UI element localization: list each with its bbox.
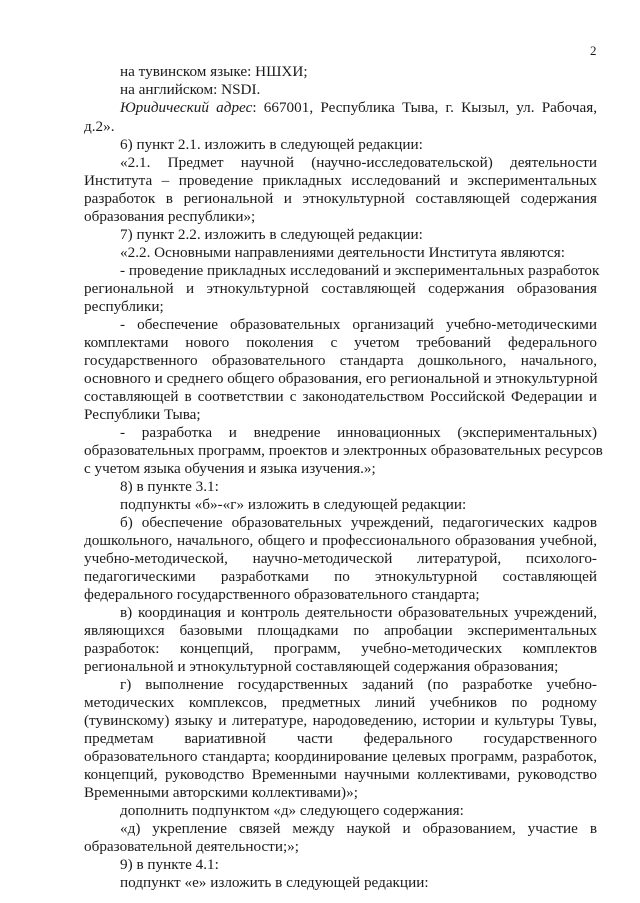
text-line: федерального государственного образовательного стандарта;: [84, 586, 480, 603]
text-line: 7) пункт 2.2. изложить в следующей редакции:: [120, 226, 423, 243]
text-line: (тувинскому) языку и литературе, народоведению, истории и культуры Тувы,: [84, 712, 597, 729]
address-value: : 667001, Республика Тыва, г. Кызыл, ул. Рабочая,: [252, 99, 597, 116]
text-line: «д) укрепление связей между наукой и образованием, участие в: [120, 820, 597, 837]
text-line: «2.1. Предмет научной (научно-исследовательской) деятельности: [120, 154, 597, 171]
text-line: подпункт «е» изложить в следующей редакции:: [120, 874, 429, 891]
address-line: [120, 98, 597, 118]
text-line: Временными авторскими коллективами)»;: [84, 784, 358, 801]
text-line: на английском: NSDI.: [120, 81, 261, 98]
text-line: - обеспечение образовательных организаций учебно-методическими: [120, 316, 597, 333]
text-line: концепций, руководство Временными научными коллективами, руководство: [84, 766, 597, 783]
text-line: 9) в пункте 4.1:: [120, 856, 219, 873]
text-line: - проведение прикладных исследований и экспериментальных разработок: [120, 262, 600, 279]
text-line: методических комплексов, предметных линий учебников по родному: [84, 694, 597, 711]
text-line: образования республики»;: [84, 208, 256, 225]
text-line: предметам вариативной части федерального государственного: [84, 730, 597, 747]
text-line: дошкольного, начального, общего и профессионального образования учебной,: [84, 532, 597, 549]
text-line: - разработка и внедрение инновационных (экспериментальных): [120, 424, 597, 441]
text-line: д.2».: [84, 118, 115, 135]
text-line: региональной и этнокультурной составляющей содержания образования;: [84, 658, 559, 675]
text-line: Института – проведение прикладных исследований и экспериментальных: [84, 172, 597, 189]
text-line: с учетом языка обучения и языка изучения.»;: [84, 460, 376, 477]
text-line: образовательного стандарта; координирование целевых программ, разработок,: [84, 748, 597, 765]
text-line: учебно-методической, научно-методической литературой, психолого-: [84, 550, 597, 567]
text-line: дополнить подпунктом «д» следующего содержания:: [120, 802, 464, 819]
text-line: основного и среднего общего образования, его региональной и этнокультурной: [84, 370, 598, 387]
text-line: «2.2. Основными направлениями деятельности Института являются:: [120, 244, 566, 261]
text-line: в) координация и контроль деятельности образовательных учреждений,: [120, 604, 597, 621]
text-line: 8) в пункте 3.1:: [120, 478, 219, 495]
page-number: 2: [590, 43, 597, 58]
text-line: региональной и этнокультурной составляющей содержания образования: [84, 280, 597, 297]
text-line: подпункты «б»-«г» изложить в следующей редакции:: [120, 496, 467, 513]
text-line: разработок в региональной и этнокультурной составляющей содержания: [84, 190, 597, 207]
text-line: образовательной деятельности;»;: [84, 838, 299, 855]
text-line: 6) пункт 2.1. изложить в следующей редакции:: [120, 136, 423, 153]
text-line: разработок: концепций, программ, учебно-методических комплектов: [84, 640, 597, 657]
address-label: Юридический адрес: [120, 99, 253, 116]
text-line: комплектами нового поколения с учетом требований федерального: [84, 334, 597, 351]
text-line: педагогическими разработками по этнокультурной составляющей: [84, 568, 597, 585]
text-line: являющихся базовыми площадками по апробации экспериментальных: [84, 622, 597, 639]
text-line: государственного образовательного стандарта дошкольного, начального,: [84, 352, 597, 369]
text-line: на тувинском языке: НШХИ;: [120, 63, 308, 80]
text-line: составляющей в соответствии с законодательством Российской Федерации и: [84, 388, 597, 405]
text-line: республики;: [84, 298, 164, 315]
text-line: б) обеспечение образовательных учреждений, педагогических кадров: [120, 514, 597, 531]
text-line: образовательных программ, проектов и электронных образовательных ресурсов: [84, 442, 603, 459]
text-line: Республики Тыва;: [84, 406, 201, 423]
text-line: г) выполнение государственных заданий (по разработке учебно-: [120, 676, 597, 693]
